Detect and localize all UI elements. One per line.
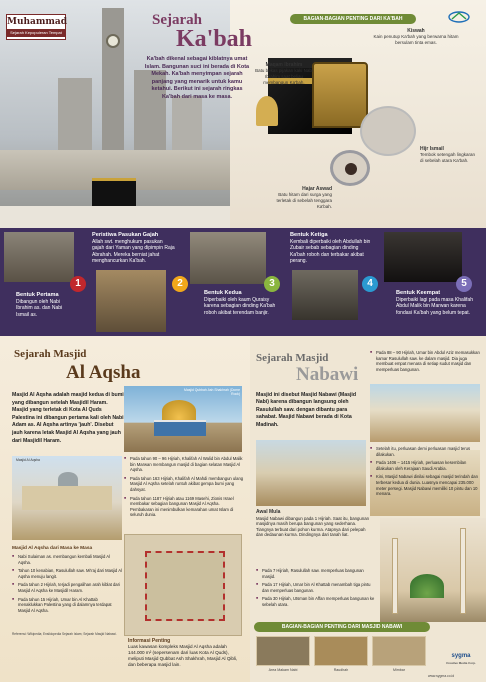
history-image-1 [4,232,74,282]
nabawi-timeline-item: ■ Pada 88 – 90 Hijriah, Umar bin Abdul Aziz memasukkan kamar Rasulullah saw. ke dalam masjid. Dia juga membuat empat menara di setiap sudut masjid dan memperluas bangunan. [370,350,482,372]
nabawi-title-line1: Sejarah Masjid [256,352,329,364]
nabawi-timeline-top [370,350,482,375]
nabawi-part-label: Area Makam Nabi [268,668,298,672]
part-hijr [420,146,478,164]
part-maqam [254,62,314,86]
nabawi-timeline-bottom [256,568,376,611]
aqsa-mosque-image [12,456,122,540]
nabawi-part-thumb-3 [372,636,426,666]
aqsa-timeline-left-item: ■ Pada tahun 2 Hijriah, terjadi pengalihan arah kiblat dari Masjid Al Aqsha ke Masjidil Haram. [12,582,122,593]
part-kiswah [364,28,468,46]
publisher-name: sygma [451,653,471,659]
brand-logo-main: Muhammad [7,17,68,27]
aqsa-timeline-right-item: ■ Pada tahun 1187 Hijriah atau 1169 Masehi, Zionis Israel membakar sebagian bangunan Masjid Al Aqsha. Pembakaran ini menimbulkan kemarahan umat Islam di seluruh dunia. [124,496,244,518]
minaret [460,528,466,614]
aqsa-compound-map [124,534,242,636]
history-step-3-title: Bentuk Kedua [204,290,242,296]
nabawi-timeline-item: ■ Pada 1406 – 1415 Hijriah, perluasan kesembilan dilakukan oleh Kerajaan Saudi Arabia. [370,460,482,471]
history-step-5 [396,290,480,316]
step-number-2: 2 [172,276,188,292]
nabawi-timeline-item: ■ Setelah itu, perluasan demi perluasan masjid terus dilakukan. [370,446,482,457]
part-hajar-desc: Batu hitam dari surga yang terletak di sebelah tenggara Ka'bah. [276,192,332,209]
step-number-3: 3 [264,276,280,292]
nabawi-part-label: Raudhah [333,668,349,672]
nabawi-part-thumb-2 [314,636,368,666]
aqsa-info-box [128,638,242,668]
aqsa-info-text: Luas kawasan kompleks Masjid Al Aqsha adalah 144.000 m² (sepersenam dari luas Kota Al Quds), meliputi Masjid Qubbat Ash Shakhrah, Masjid Al Qibli, dan beberapa masjid lain. [128,644,238,667]
aqsa-title-line2: Al Aqsha [66,362,141,383]
nabawi-timeline-item: ■ Pada 17 Hijriah, Umar bin Al Khattab menambah tiga pintu dan memperluas bangunan. [256,582,376,593]
kaaba-intro-text: Ka'bah dikenal sebagai kiblatnya umat Islam. Bangunan suci ini berada di Kota Mekah. Ka'bah menyimpan sejarah panjang yang menarik untuk kamu ketahui. Berikut ini sejarah ringkas Ka'bah dari masa ke masa. [144,56,250,100]
aqsa-info-title: Informasi Penting [128,638,171,644]
nabawi-part-thumb-1 [256,636,310,666]
part-maqam-desc: Batu bekas pijakan kaki Nabi Ibrahim saat beliau membangun Ka'bah. [255,68,313,85]
hajar-aswad-image [330,150,370,186]
elephant-army-image [96,270,166,332]
aqsa-timeline-right-item: ■ Pada tahun 90 – 96 Hijriah, Khalifah Al Walid bin Abdul Malik bin Marwan membangun masjid di bagian selatan Masjid Al Aqsha. [124,456,244,473]
part-hajar-name: Hajar Aswad [302,186,332,192]
history-step-3-desc: Diperbaiki oleh kaum Quraisy karena sebagian dinding Ka'bah roboh akibat terendam banjir. [204,296,276,316]
history-step-4-desc: Kembali diperbaiki oleh Abdullah bin Zubair sebab sebagian dinding Ka'bah roboh dan terbakar akibat perang. [290,238,371,265]
publisher-sub: Creative Media Corp. [446,661,476,665]
part-hajar [272,186,332,210]
aqsa-title-line1: Sejarah Masjid [14,348,87,360]
part-maqam-name: Maqam Ibrahim [265,62,303,68]
clock-tower [102,8,124,158]
part-hijr-desc: Tembok setengah lingkaran di sebelah utara Ka'bah. [420,152,476,163]
nabawi-early-title: Awal Mula [256,509,281,515]
part-hijr-name: Hijr Ismail [420,146,444,152]
green-dome [410,574,444,598]
maqam-ibrahim-image [256,96,278,126]
nabawi-mosque-image [380,518,486,622]
hijr-ismail-image [360,106,416,156]
history-step-2-title: Peristiwa Pasukan Gajah [92,232,159,238]
nabawi-early-box [256,510,372,538]
history-step-2 [92,232,176,265]
part-kiswah-desc: Kain penutup Ka'bah yang berwarna hitam bersulam tinta emas. [373,34,459,45]
nabawi-part-label: Mimbar [393,668,405,672]
history-step-1 [16,292,70,318]
history-step-1-title: Bentuk Pertama [16,292,59,298]
mataf-courtyard [0,206,230,228]
aqsa-timeline-right-item: ■ Pada tahun 163 Hijriah, Khalifah Al Mahdi membangun ulang Masjid Al Aqsha setelah runtuh akibat gempa bumi yang dahsyat. [124,476,244,493]
history-step-5-desc: Diperbaiki lagi pada masa Khalifah Abdul Malik bin Marwan karena fondasi Ka'bah yang belum tepat. [396,296,473,316]
history-step-4 [290,232,374,265]
aqsa-timeline-left-item: ■ Pada tahun 15 Hijriah, Umar bin Al Khattab menaklukkan Palestina yang di dalamnya terdapat Masjid Al Aqsha. [12,597,122,614]
website-text: www.sygma.co.id [428,674,455,678]
brand-logo [6,14,66,40]
kaaba-parts-heading: BAGIAN-BAGIAN PENTING DARI KA'BAH [290,14,416,24]
nabawi-timeline-item: ■ Kini, Masjid Nabawi dinilai sebagai masjid terindah dan terbesar kedua di dunia. Luasnya mencapai 235.000 meter persegi. Masjid Nabawi memiliki 10 pintu dan 10 menara. [370,474,482,496]
madinah-landscape-image [256,440,366,506]
nabawi-timeline-item: ■ Pada 30 Hijriah, Utsman bin Affan memperluas bangunan ke sebelah utara. [256,596,376,607]
aqsa-timeline-left-item: ■ Nabi Sulaiman as. membangun kembali Masjid Al Aqsha. [12,554,122,565]
history-step-2-desc: Allah swt. menghukum pasukan gajah dari Yaman yang dipimpin Raja Abrahah. Mereka berniat jahat menghancurkan Ka'bah. [92,238,175,265]
aqsa-intro-text: Masjid Al Aqsha adalah masjid kedua di bumi yang dibangun setelah Masjidil Haram. Masjid yang terletak di Kota Al Quds Palestina ini dibangun pertama kali oleh Nabi Adam as. Al Aqsha artinya 'jauh'. Disebut jauh karena letak Masjid Al Aqsha yang jauh dari Masjidil Haram. [12,392,124,444]
part-kiswah-name: Kiswah [407,28,425,34]
kaaba-door-image [312,62,368,128]
nabawi-title-line2: Nabawi [296,364,359,385]
aqsa-subhead: Masjid Al Aqsha dari Masa ke Masa [12,546,93,551]
history-image-3 [190,232,266,284]
brand-logo-sub: Sejarah Kepopuleran Tempat [7,29,65,37]
dome-caption: Masjid Qubbah Ash Shakhrah (Dome Rock) [184,388,240,396]
history-step-1-desc: Dibangun oleh Nabi Ibrahim as. dan Nabi Ismail as. [16,298,63,318]
step-number-5: 5 [456,276,472,292]
nabawi-timeline-mid [370,446,482,500]
publisher-logo-icon [448,10,470,24]
aqsa-mosque-caption: Masjid Al Aqsha [16,458,40,462]
kaaba-title-line1: Sejarah [152,12,202,28]
step-number-4: 4 [362,276,378,292]
nabawi-timeline-item: ■ Pada 7 Hijriah, Rasulullah saw. memperluas bangunan masjid. [256,568,376,579]
history-step-4-title: Bentuk Ketiga [290,232,328,238]
history-step-3 [204,290,284,316]
clock-face-icon [106,34,120,48]
publisher-brand [444,652,478,670]
kaaba-title-line2: Ka'bah [176,26,253,52]
aqsa-timeline-left-item: ■ Tahun 10 kenabian, Rasulullah saw. Mi'raj dari Masjid Al Aqsha menuju langit. [12,568,122,579]
minaret [392,538,398,614]
history-image-5 [384,232,462,282]
history-step-5-title: Bentuk Keempat [396,290,441,296]
nabawi-intro-text: Masjid ini disebut Masjid Nabawi (Masjid Nabi) karena dibangun langsung oleh Rasulullah saw. dengan dibantu para sahabat. Masjid Nabawi berada di Kota Madinah. [256,392,357,428]
references-text: Referensi: Wikipedia; Ensiklopedia Sejarah Islam; Sejarah Masjid Nabawi. [12,632,117,636]
step-number-1: 1 [70,276,86,292]
nabawi-early-text: Masjid Nabawi dibangun pada 1 Hijriah. Saat itu, bangunan masjidnya masih berupa bangunan yang sederhana. Tiangnya terbuat dari pohon kurma. Atapnya dari pelepah dan dedaunan kurma. Dindingnya dari tanah liat. [256,515,369,538]
nabawi-parts-heading: BAGIAN-BAGIAN PENTING DARI MASJID NABAWI [254,622,430,632]
aqsa-timeline-left [12,554,122,616]
nabawi-early-model-image [370,384,480,442]
history-image-4 [292,270,358,320]
aqsa-timeline-right [124,456,244,521]
